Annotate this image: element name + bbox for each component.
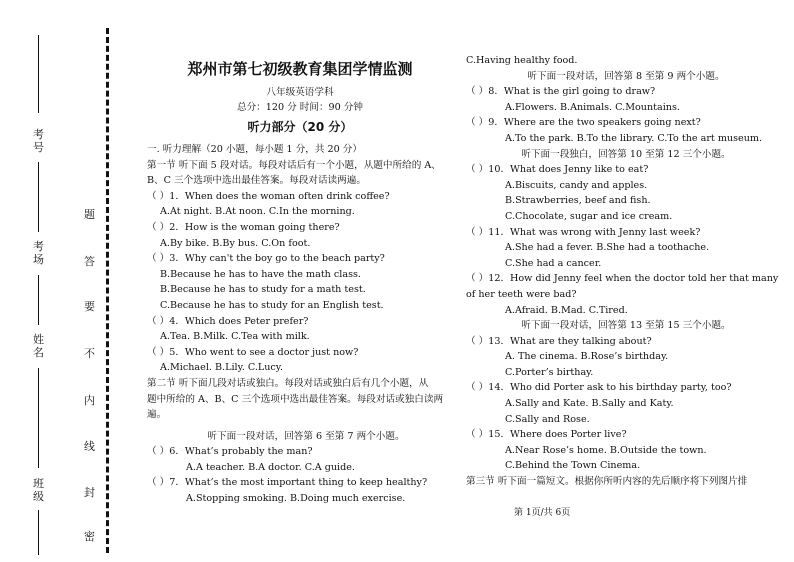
question-8-options: A.Flowers. B.Animals. C.Mountains. [505, 101, 680, 113]
question-13: （ ）13．What are they talking about? [466, 335, 652, 347]
section-three-instruction: 第三节 听下面一篇短文。根据你所听内容的先后顺序将下列图片排 [466, 476, 748, 488]
page-number: 第 1页/共 6页 [514, 508, 571, 518]
dialogue-instruction: 听下面一段对话，回答第 13 至第 15 三个小题。 [521, 320, 731, 332]
class-label [32, 477, 45, 503]
question-7: （ ）7．What’s the most important thing to keep healthy? [147, 477, 428, 489]
question-11: （ ）11．What was wrong with Jenny last week? [466, 226, 701, 238]
student-id-label [32, 128, 45, 154]
question-9-options: A.To the park. B.To the library. C.To the art museum. [505, 132, 763, 144]
section-instruction: 遍。 [147, 409, 167, 421]
question-15-options: A.Near Rose’s home. B.Outside the town. [505, 444, 707, 456]
question-13-option: C.Porter’s birthay. [505, 366, 594, 378]
student-id-line [38, 35, 39, 113]
student-id-label-text: 考号 [33, 128, 44, 154]
question-3-option: B.Because he has to study for a math test. [160, 284, 366, 296]
question-14: （ ）14．Who did Porter ask to his birthday party, too? [466, 382, 732, 394]
monologue-instruction: 听下面一段独白，回答第 10 至第 12 三个小题。 [521, 148, 731, 160]
section-instruction: B、C 三个选项中选出最佳答案。每段对话读两遍。 [147, 175, 366, 187]
question-14-option: C.Sally and Rose. [505, 413, 590, 425]
question-4: （ ）4．Which does Peter prefer? [147, 315, 309, 327]
question-10-option: B.Strawberries, beef and fish. [505, 195, 651, 207]
question-7-option-c: C.Having healthy food. [466, 55, 578, 66]
section-instruction: 第二节 听下面几段对话或独白。每段对话或独白后有几个小题，从 [147, 377, 429, 389]
question-5: （ ）5．Who went to see a doctor just now? [147, 346, 359, 358]
seal-char-1: 题 [84, 208, 95, 221]
section-instruction: 题中所给的 A、B、C 三个选项中选出最佳答案。每段对话或独白读两 [147, 393, 444, 405]
class-label-text: 班级 [33, 477, 44, 503]
question-11-options: A.She had a fever. B.She had a toothache. [505, 242, 710, 254]
question-1: （ ）1．When does the woman often drink coffee? [147, 190, 390, 202]
seal-char-3: 要 [84, 300, 95, 313]
question-1-options: A.At night. B.At noon. C.In the morning. [160, 206, 355, 218]
section-instruction: 第一节 听下面 5 段对话。每段对话后有一个小题，从题中所给的 A、 [147, 159, 441, 171]
question-15-option: C.Behind the Town Cinema. [505, 460, 641, 472]
binding-margin [0, 0, 112, 562]
question-3-option: C.Because he has to study for an English test. [160, 299, 384, 311]
left-column [147, 142, 465, 507]
seal-char-7: 封 [84, 486, 95, 499]
room-line [38, 275, 39, 325]
question-12-continued: of her teeth were bad? [466, 288, 577, 300]
room-label [32, 240, 45, 266]
dialogue-instruction: 听下面一段对话，回答第 8 至第 9 两个小题。 [527, 70, 725, 82]
name-label [32, 333, 45, 359]
question-10-option: C.Chocolate, sugar and ice cream. [505, 210, 673, 222]
right-column [466, 53, 786, 490]
exam-title: 郑州市第七初级教育集团学情监测 [187, 60, 413, 78]
question-8: （ ）8．What is the girl going to draw? [466, 86, 656, 98]
seal-char-8: 密 [84, 530, 95, 543]
room-label-text: 考场 [33, 240, 44, 266]
name-line [38, 368, 39, 468]
question-5-options: A.Michael. B.Lily. C.Lucy. [160, 362, 284, 374]
question-4-options: A.Tea. B.Milk. C.Tea with milk. [160, 331, 310, 343]
question-11-option: C.She had a cancer. [505, 257, 602, 269]
listening-section-title: 听力部分（20 分） [247, 120, 353, 134]
dialogue-instruction: 听下面一段对话，回答第 6 至第 7 两个小题。 [207, 430, 405, 442]
question-6: （ ）6．What’s probably the man? [147, 446, 313, 458]
question-14-options: A.Sally and Kate. B.Sally and Katy. [505, 398, 674, 410]
question-10: （ ）10．What does Jenny like to eat? [466, 164, 649, 176]
score-time-line: 总分：120 分 时间：90 分钟 [236, 102, 363, 113]
question-2: （ ）2．How is the woman going there? [147, 221, 340, 233]
name-label-text: 姓名 [33, 333, 44, 359]
question-7-options: A.Stopping smoking. B.Doing much exercise. [186, 493, 406, 505]
subject-line: 八年级英语学科 [266, 87, 334, 98]
room-line-top [38, 162, 39, 232]
question-12-options: A.Afraid. B.Mad. C.Tired. [505, 304, 628, 316]
question-6-options: A.A teacher. B.A doctor. C.A guide. [186, 461, 355, 473]
question-15: （ ）15．Where does Porter live? [466, 429, 627, 441]
seal-char-6: 线 [84, 440, 95, 453]
question-12: （ ）12．How did Jenny feel when the doctor told her that many [466, 273, 779, 285]
question-13-options: A. The cinema. B.Rose’s birthday. [505, 351, 669, 363]
question-2-options: A.By bike. B.By bus. C.On foot. [160, 237, 311, 249]
seal-char-4: 不 [84, 347, 95, 360]
question-10-option: A.Biscuits, candy and apples. [505, 179, 648, 191]
question-9: （ ）9．Where are the two speakers going next? [466, 117, 701, 129]
question-3-option: B.Because he has to have the math class. [160, 268, 361, 280]
question-3: （ ）3．Why can't the boy go to the beach party? [147, 253, 385, 265]
seal-char-2: 答 [84, 255, 95, 268]
part-heading: 一. 听力理解（20 小题，每小题 1 分，共 20 分） [147, 144, 362, 155]
binding-dashed-line [106, 28, 109, 553]
seal-char-5: 内 [84, 394, 95, 407]
class-line [38, 510, 39, 555]
